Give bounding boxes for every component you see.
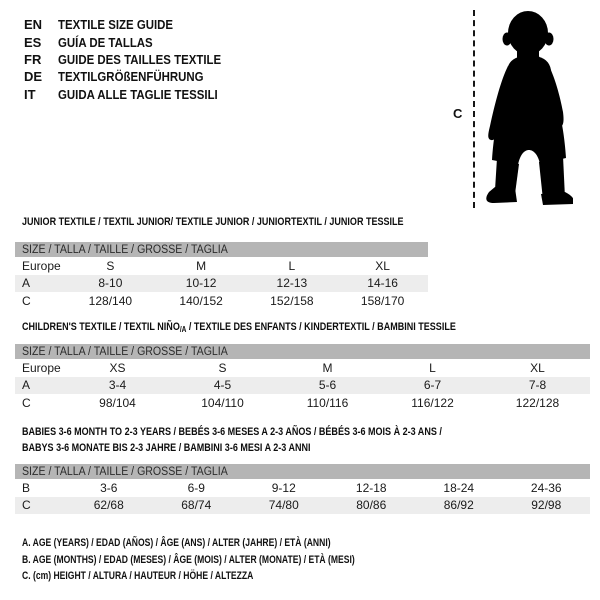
- footnote-b: [22, 552, 449, 569]
- row-label: A: [22, 276, 31, 291]
- table-cell: 6-7: [423, 378, 442, 393]
- table-cell: 122/128: [515, 395, 560, 410]
- children-title-pre: CHILDREN'S TEXTILE / TEXTIL NIÑO: [22, 321, 180, 333]
- table-cell: 3-6: [100, 480, 118, 495]
- size-header-bar: [15, 464, 590, 479]
- table-cell: S: [106, 258, 115, 273]
- table-cell: 128/140: [88, 293, 133, 308]
- footnotes-block: [22, 535, 449, 585]
- size-header-label: SIZE / TALLA / TAILLE / GRÖSSE / TAGLIA: [22, 345, 228, 358]
- height-measure-figure: [440, 0, 600, 215]
- lang-code: IT: [24, 86, 36, 102]
- table-cell: 92/98: [531, 498, 562, 513]
- table-cell: XL: [530, 360, 545, 375]
- lang-code: DE: [24, 69, 43, 85]
- footnote-text: B. AGE (MONTHS) / EDAD (MESES) / ÂGE (MOIS) / ALTER (MONATE) / ETÀ (MESI): [22, 553, 355, 566]
- lang-row-fr: [24, 51, 243, 68]
- height-dashed-line: [473, 10, 475, 208]
- table-row-height: [15, 292, 428, 310]
- table-cell: XS: [109, 360, 126, 375]
- babies-size-table: [15, 464, 590, 514]
- lang-row-es: [24, 33, 243, 50]
- row-label: A: [22, 378, 31, 393]
- table-cell: 7-8: [528, 378, 547, 393]
- footnote-text: A. AGE (YEARS) / EDAD (AÑOS) / ÂGE (ANS) / ALTER (JAHRE) / ETÀ (ANNI): [22, 537, 331, 550]
- babies-section-title: [22, 424, 442, 456]
- table-cell: 116/122: [411, 395, 454, 410]
- table-cell: M: [322, 360, 333, 375]
- babies-title-line2: BABYS 3-6 MONATE BIS 2-3 JAHRE / BAMBINI 3-6 MESI A 2-3 ANNI: [22, 442, 311, 454]
- footnote-a: [22, 535, 449, 552]
- height-measure-label: C: [453, 106, 463, 121]
- table-row-europe: [15, 359, 590, 377]
- lang-code: EN: [24, 17, 43, 33]
- table-cell: S: [218, 360, 227, 375]
- table-row-age-months: [15, 479, 590, 497]
- table-cell: 12-13: [276, 276, 308, 291]
- table-cell: 4-5: [213, 378, 232, 393]
- table-cell: 3-4: [108, 378, 127, 393]
- row-label: C: [22, 395, 31, 410]
- table-cell: 5-6: [318, 378, 337, 393]
- table-cell: 18-24: [443, 480, 475, 495]
- table-cell: 10-12: [185, 276, 217, 291]
- lang-code: ES: [24, 34, 42, 50]
- table-cell: 152/158: [270, 293, 314, 308]
- children-section-title: [22, 321, 456, 334]
- row-label: Europe: [22, 360, 61, 375]
- table-cell: XL: [375, 258, 390, 273]
- row-label: C: [22, 498, 31, 513]
- table-cell: 68/74: [181, 498, 212, 513]
- lang-code: FR: [24, 51, 42, 67]
- table-cell: 12-18: [355, 480, 387, 495]
- lang-row-de: [24, 68, 243, 85]
- table-cell: 9-12: [271, 480, 296, 495]
- lang-title: GUIDA ALLE TAGLIE TESSILI: [58, 86, 218, 102]
- table-cell: 110/116: [306, 395, 349, 410]
- lang-title: GUIDE DES TAILLES TEXTILE: [58, 51, 222, 67]
- footnote-text: C. (cm) HEIGHT / ALTURA / HAUTEUR / HÖHE / ALTEZZA: [22, 570, 254, 583]
- table-cell: 140/152: [179, 293, 223, 308]
- table-cell: 24-36: [530, 480, 562, 495]
- table-cell: 14-16: [367, 276, 398, 291]
- table-cell: 98/104: [99, 395, 136, 410]
- size-header-label: SIZE / TALLA / TAILLE / GRÖSSE / TAGLIA: [22, 465, 228, 478]
- table-row-height: [15, 497, 590, 515]
- table-cell: 8-10: [98, 276, 123, 291]
- table-cell: 74/80: [268, 498, 299, 513]
- lang-title: TEXTILGRÖßENFÜHRUNG: [58, 69, 204, 85]
- language-title-block: [24, 16, 243, 103]
- size-header-label: SIZE / TALLA / TAILLE / GRÖSSE / TAGLIA: [22, 243, 228, 256]
- junior-section-title: JUNIOR TEXTILE / TEXTIL JUNIOR/ TEXTILE JUNIOR / JUNIORTEXTIL / JUNIOR TESSILE: [22, 216, 404, 228]
- lang-title: TEXTILE SIZE GUIDE: [58, 17, 174, 33]
- lang-row-it: [24, 86, 243, 103]
- table-row-age: [15, 377, 590, 395]
- lang-row-en: [24, 16, 243, 33]
- size-header-bar: [15, 242, 428, 257]
- row-label: B: [22, 480, 31, 495]
- table-cell: L: [288, 258, 296, 273]
- table-cell: 86/92: [443, 498, 474, 513]
- table-cell: L: [429, 360, 436, 375]
- junior-size-table: [15, 242, 428, 310]
- table-cell: 158/170: [360, 293, 405, 308]
- size-header-bar: [15, 344, 590, 359]
- table-row-europe: [15, 257, 428, 275]
- lang-title: GUÍA DE TALLAS: [58, 34, 153, 50]
- table-cell: M: [196, 258, 207, 273]
- table-row-age: [15, 275, 428, 293]
- children-title-post: / TEXTILE DES ENFANTS / KINDERTEXTIL / BAMBINI TESSILE: [186, 321, 456, 333]
- table-cell: 80/86: [356, 498, 387, 513]
- babies-title-line1: BABIES 3-6 MONTH TO 2-3 YEARS / BEBÉS 3-6 MESES A 2-3 AÑOS / BÉBÉS 3-6 MOIS À 2-3 ANS /: [22, 426, 442, 438]
- row-label: C: [22, 293, 31, 308]
- children-size-table: [15, 344, 590, 412]
- table-cell: 6-9: [187, 480, 205, 495]
- table-cell: 104/110: [201, 395, 244, 410]
- row-label: Europe: [22, 258, 61, 273]
- table-row-height: [15, 394, 590, 412]
- toddler-silhouette-icon: [483, 8, 573, 206]
- footnote-c: [22, 568, 449, 585]
- children-title-sub: /A: [179, 325, 187, 334]
- table-cell: 62/68: [93, 498, 124, 513]
